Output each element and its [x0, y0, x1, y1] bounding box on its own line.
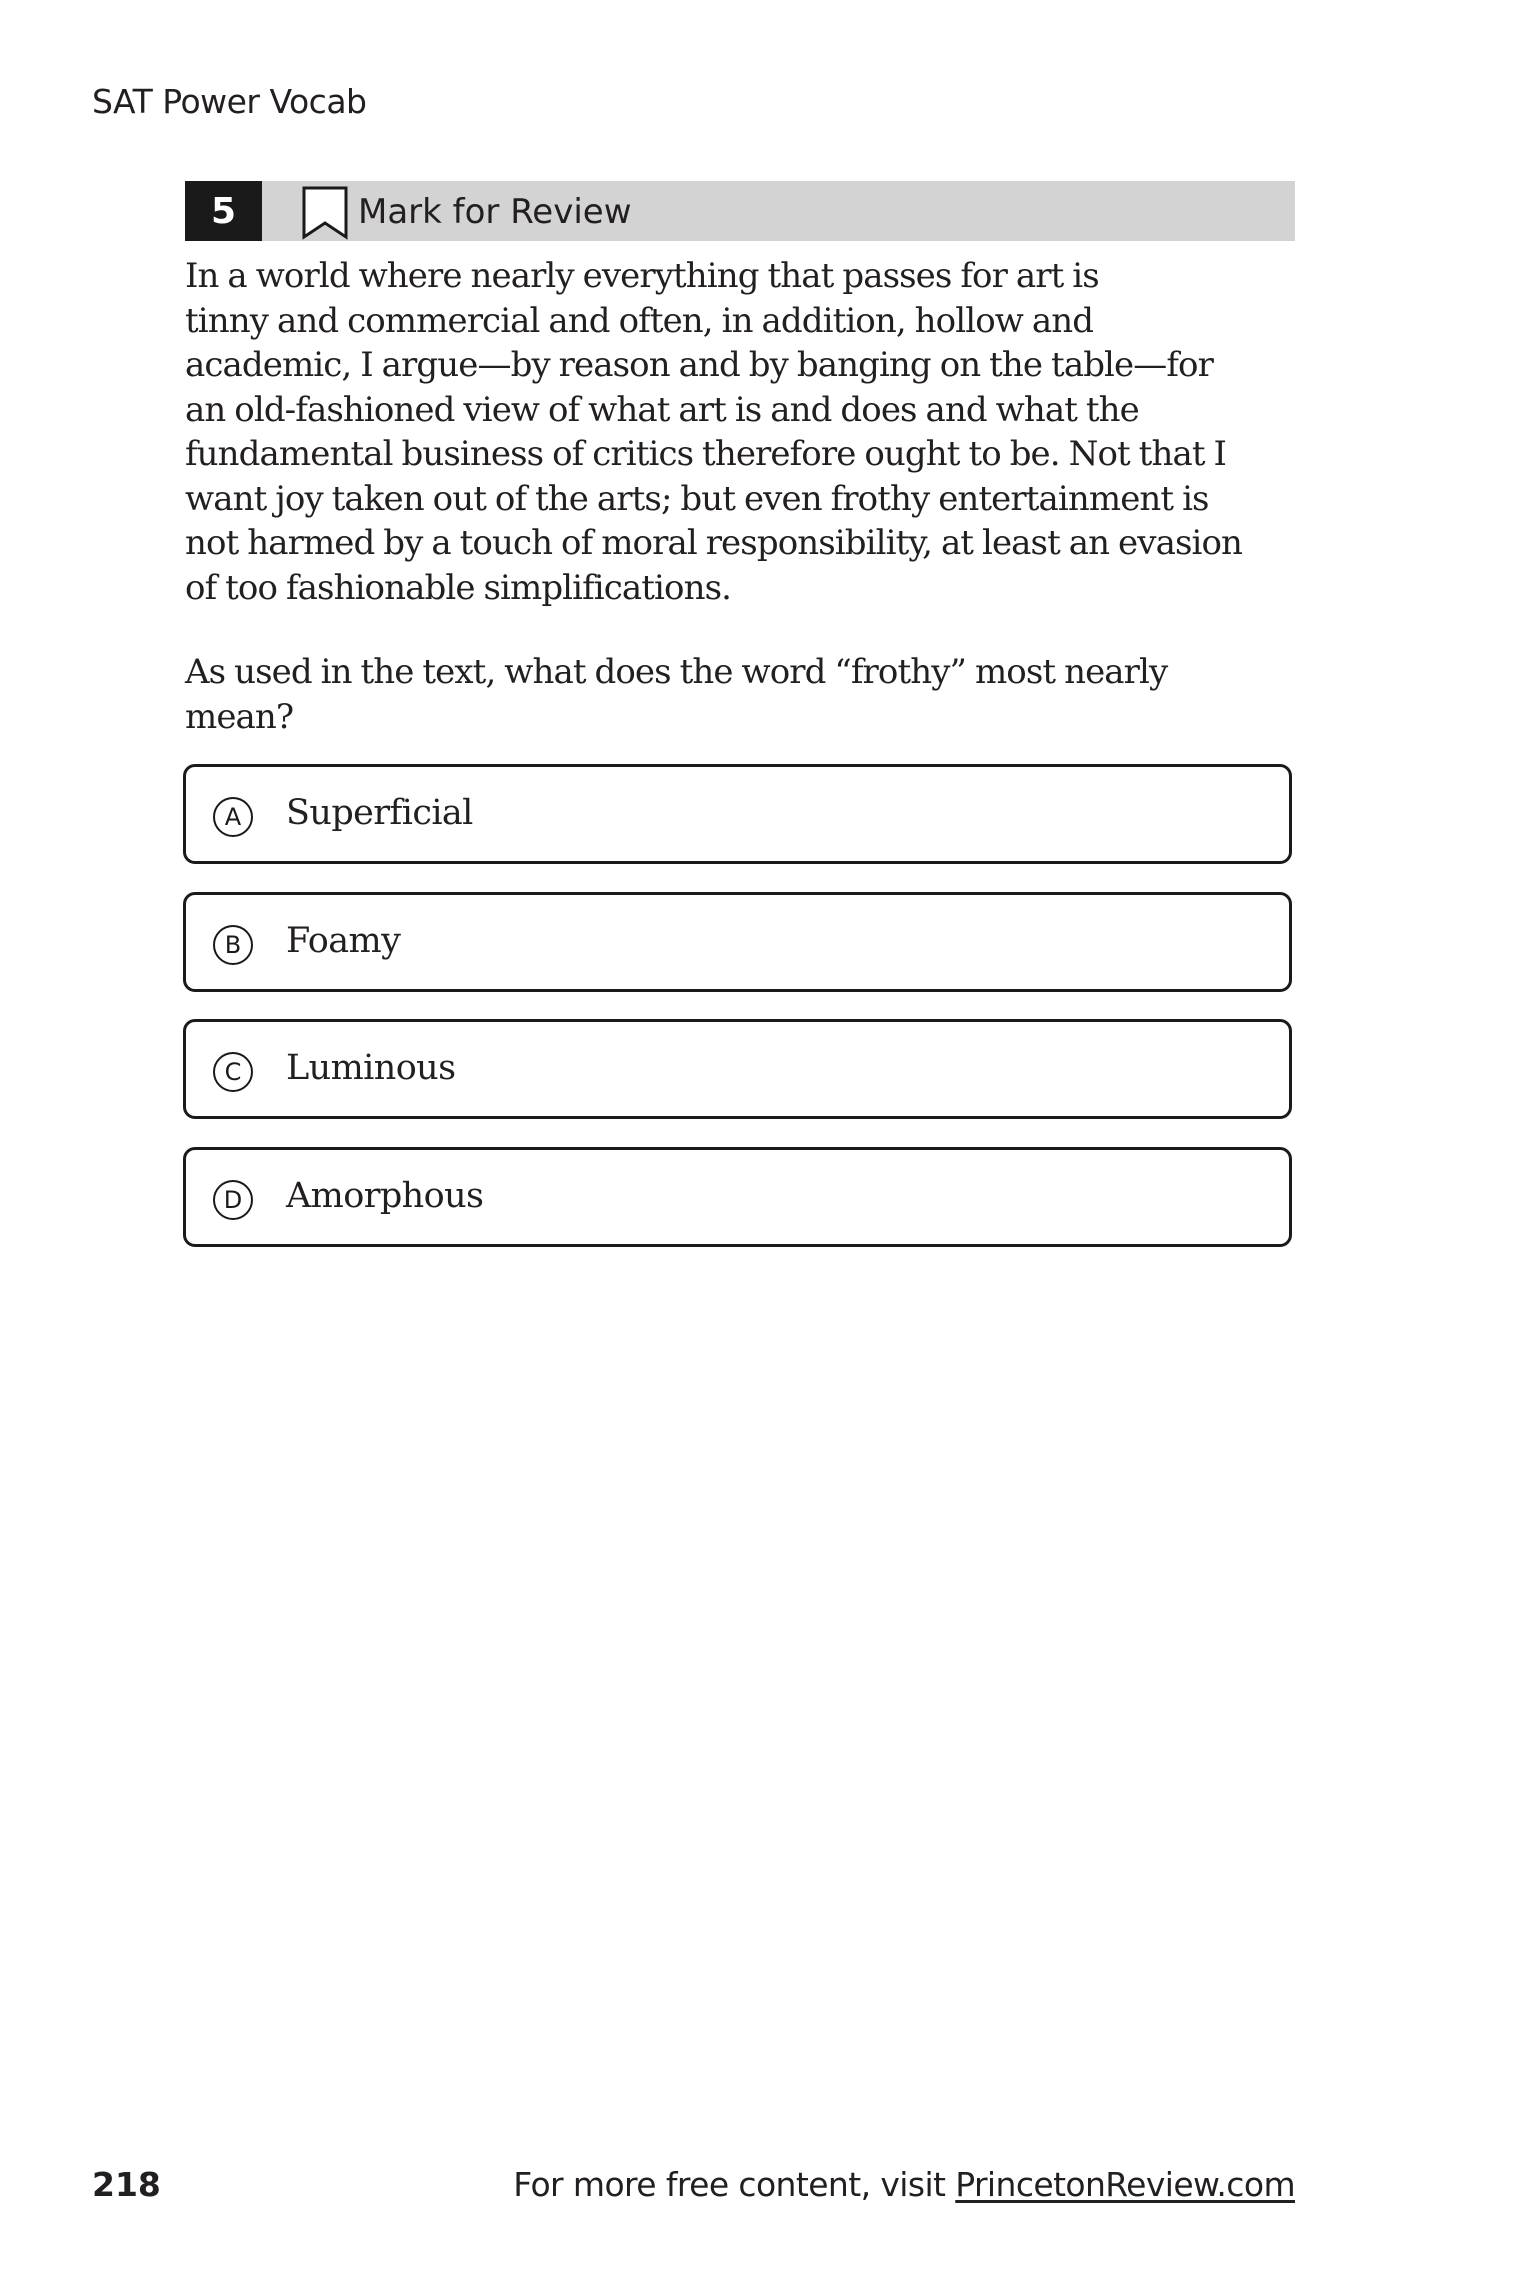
bookmark-icon[interactable] [302, 186, 348, 240]
question-header-bar [185, 181, 1295, 241]
answer-choice-c[interactable] [183, 1019, 1292, 1119]
choice-letter-d: D [213, 1180, 253, 1220]
choice-letter-b: B [213, 925, 253, 965]
answer-choice-d[interactable] [183, 1147, 1292, 1247]
footer-promo-text: For more free content, visit [513, 2165, 956, 2204]
princeton-review-link[interactable]: PrincetonReview.com [955, 2165, 1295, 2204]
question-number: 5 [185, 181, 262, 241]
footer-promo [513, 2165, 1295, 2204]
choice-letter-a: A [213, 797, 253, 837]
choice-text-a: Superficial [286, 793, 473, 833]
mark-for-review-button[interactable]: Mark for Review [358, 192, 632, 232]
running-head: SAT Power Vocab [92, 82, 367, 121]
page-number: 218 [92, 2165, 161, 2204]
answer-choice-a[interactable] [183, 764, 1292, 864]
choice-text-b: Foamy [286, 921, 401, 961]
answer-choice-b[interactable] [183, 892, 1292, 992]
question-prompt: As used in the text, what does the word “frothy” most nearly mean? [185, 652, 1168, 737]
choice-text-d: Amorphous [286, 1176, 484, 1216]
passage-text: In a world where nearly everything that passes for art is tinny and commercial and often, in addition, hollow and academic, I argue—by reason and by banging on the table—for an old-fashioned view of what art is and does and what the fundamental business of critics therefore ought to be. Not that I want joy taken out of the arts; but even frothy entertainment is not harmed by a touch of moral responsibility, at least an evasion of too fashionable simplifications. [185, 256, 1243, 608]
choice-letter-c: C [213, 1052, 253, 1092]
choice-text-c: Luminous [286, 1048, 456, 1088]
